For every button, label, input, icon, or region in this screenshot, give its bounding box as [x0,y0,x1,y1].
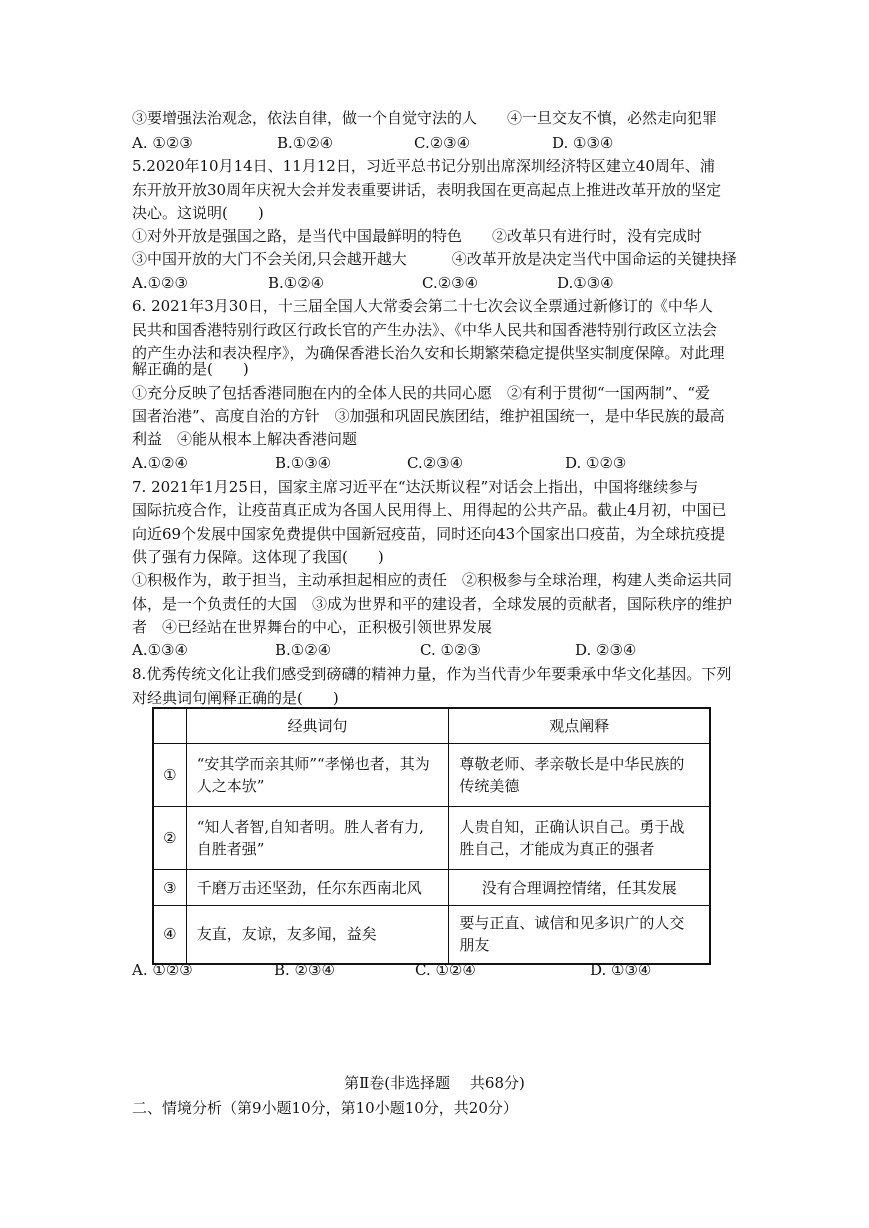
q8-row-num: ④ [153,906,186,964]
q8-table [152,707,711,965]
table-row [153,807,710,870]
q8-option-b[interactable]: B. ②③④ [274,961,335,979]
q6-stem-line-1: 6. 2021年3月30日，十三届全国人大常委会第二十七次会议全票通过新修订的《中华人 [132,297,713,315]
q6-option-b[interactable]: B.①③④ [275,454,332,472]
q8-option-a[interactable]: A. ①②③ [132,961,193,979]
q8-row-explain: 人贵自知，正确认识自己。勇于战胜自己，才能成为真正的强者 [449,807,710,870]
q5-statement-1: ①对外开放是强国之路，是当代中国最鲜明的特色 ②改革只有进行时，没有完成时 [132,227,703,245]
q5-options [132,273,742,293]
q6-stem-line-2: 民共和国香港特别行政区行政长官的产生办法》、《中华人民共和国香港特别行政区立法会 [132,321,718,339]
q7-option-c[interactable]: C. ①②③ [420,641,481,659]
q4-options [132,133,742,153]
q6-option-a[interactable]: A.①②④ [132,454,188,472]
q7-statement-1: ①积极作为，敢于担当，主动承担起相应的责任 ②积极参与全球治理，构建人类命运共同 [132,571,733,589]
q8-row-quote: “安其学而亲其师”“孝悌也者，其为人之本欤” [186,744,449,807]
part2-title: 第Ⅱ卷(非选择题 共68分) [344,1074,525,1092]
q8-table-header-row [153,708,710,744]
q6-option-d[interactable]: D. ①②③ [565,454,627,472]
q7-option-d[interactable]: D. ②③④ [575,641,637,659]
q7-stem-line-2: 国际抗疫合作，让疫苗真正成为各国人民用得上、用得起的公共产品。截止4月初，中国已 [132,501,727,519]
q5-statement-2: ③中国开放的大门不会关闭,只会越开越大 ④改革开放是决定当代中国命运的关键抉择 [132,250,737,268]
q4-option-a[interactable]: A. ①②③ [132,134,193,152]
q7-option-a[interactable]: A.①③④ [132,641,188,659]
q7-options [132,640,742,660]
q6-statement-1: ①充分反映了包括香港同胞在内的全体人民的共同心愿 ②有利于贯彻“一国两制”、“爱 [132,384,711,402]
q8-stem-line-1: 8.优秀传统文化让我们感受到磅礴的精神力量，作为当代青少年要秉承中华文化基因。下列 [132,665,732,683]
table-row [153,870,710,906]
table-row [153,906,710,964]
q6-option-c[interactable]: C.②③④ [407,454,464,472]
q6-statement-3: 利益 ④能从根本上解决香港问题 [132,430,358,448]
q8-stem-line-2: 对经典词句阐释正确的是( ) [132,689,339,707]
q7-stem-line-4: 供了强有力保障。这体现了我国( ) [132,548,384,566]
q5-stem-line-1: 5.2020年10月14日、11月12日，习近平总书记分别出席深圳经济特区建立40周年、浦 [132,157,715,175]
q5-stem-line-2: 东开放开放30周年庆祝大会并发表重要讲话，表明我国在更高起点上推进改革开放的坚定 [132,181,722,199]
q5-option-c[interactable]: C.②③④ [422,274,479,292]
q8-header-explain: 观点阐释 [449,708,710,744]
q8-row-explain: 没有合理调控情绪，任其发展 [449,870,710,906]
q4-statements: ③要增强法治观念，依法自律，做一个自觉守法的人 ④一旦交友不慎，必然走向犯罪 [132,109,718,127]
q4-option-c[interactable]: C.②③④ [414,134,471,152]
q7-statement-2: 体，是一个负责任的大国 ③成为世界和平的建设者，全球发展的贡献者，国际秩序的维护 [132,595,733,613]
q8-row-quote: “知人者智,自知者明。胜人者有力,自胜者强” [186,807,449,870]
q7-stem-line-3: 向近69个发展中国家免费提供中国新冠疫苗，同时还向43个国家出口疫苗，为全球抗疫提 [132,525,726,543]
q7-stem-line-1: 7. 2021年1月25日，国家主席习近平在“达沃斯议程”对话会上指出，中国将继续参与 [132,478,699,496]
q8-row-quote: 友直，友谅，友多闻，益矣 [186,906,449,964]
q5-stem-line-3: 决心。这说明( ) [132,204,264,222]
q6-stem-line-3: 的产生办法和表决程序》，为确保香港长治久安和长期繁荣稳定提供坚实制度保障。对此理 [132,344,725,362]
q8-row-quote: 千磨万击还坚劲，任尔东西南北风 [186,870,449,906]
table-row [153,744,710,807]
q8-option-c[interactable]: C. ①②④ [415,961,476,979]
q6-statement-2: 国者治港”、高度自治的方针 ③加强和巩固民族团结，维护祖国统一，是中华民族的最高 [132,407,725,425]
q5-option-b[interactable]: B.①②④ [268,274,325,292]
q8-row-num: ① [153,744,186,807]
part2-section-heading: 二、情境分析（第9小题10分，第10小题10分，共20分） [132,1099,518,1117]
q4-option-d[interactable]: D. ①③④ [552,134,614,152]
q8-option-d[interactable]: D. ①③④ [590,961,652,979]
q8-options [132,960,742,980]
q8-row-explain: 要与正直、诚信和见多识广的人交朋友 [449,906,710,964]
q5-option-a[interactable]: A.①②③ [132,274,188,292]
q4-option-b[interactable]: B.①②④ [277,134,334,152]
q8-row-explain: 尊敬老师、孝亲敬长是中华民族的传统美德 [449,744,710,807]
q6-options [132,453,742,473]
q8-row-num: ② [153,807,186,870]
q8-header-num [153,708,186,744]
q7-option-b[interactable]: B.①②④ [275,641,332,659]
q8-row-num: ③ [153,870,186,906]
q6-stem-line-4: 解正确的是( ) [132,360,249,378]
q5-option-d[interactable]: D.①③④ [557,274,614,292]
q8-header-quote: 经典词句 [186,708,449,744]
q7-statement-3: 者 ④已经站在世界舞台的中心，正积极引领世界发展 [132,618,493,636]
